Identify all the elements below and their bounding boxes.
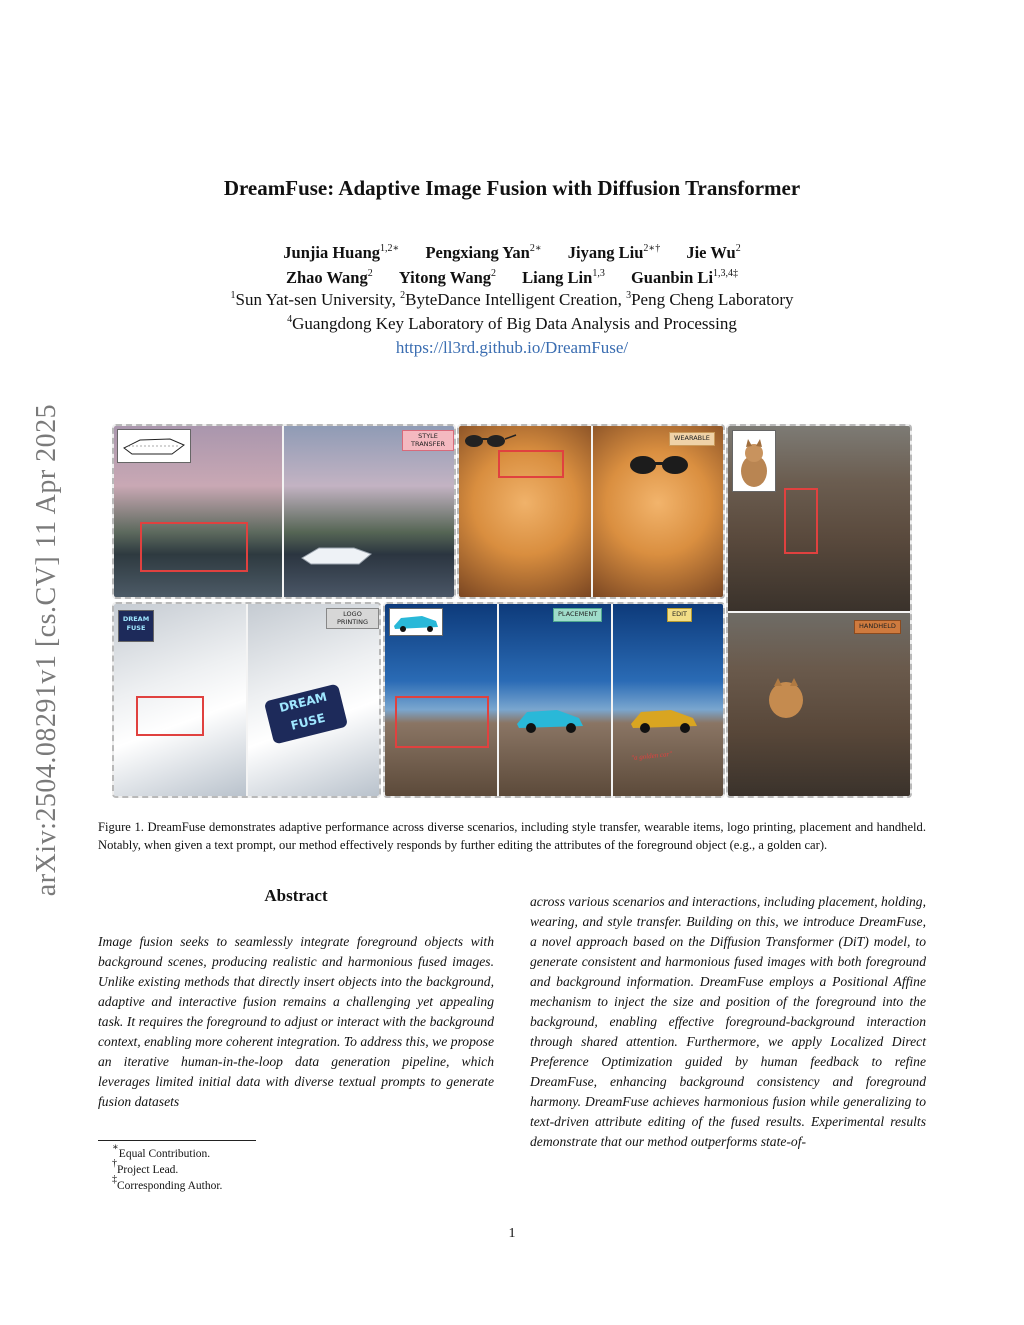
arxiv-id: arXiv:2504.08291v1 [cs.CV] 11 Apr 2025 <box>31 403 62 897</box>
page-number: 1 <box>508 1226 516 1241</box>
blue-car-shape <box>513 702 587 734</box>
author: Jiyang Liu$^{2∗\dagger}$ <box>567 243 661 262</box>
placement-box <box>784 488 818 554</box>
affiliation-line-2: $^4$Guangdong Key Laboratory of Big Data Analysis and Processing <box>287 314 737 333</box>
tag-style-transfer: STYLE TRANSFER <box>402 430 454 451</box>
project-url-link[interactable]: https://ll3rd.github.io/DreamFuse/ <box>395 338 629 357</box>
author-line-2 <box>0 265 1024 290</box>
held-cat-shape <box>766 676 806 720</box>
author: Liang Lin$^{1,3}$ <box>522 268 605 287</box>
footnote: †Project Lead. <box>112 1158 179 1176</box>
figure-caption: Figure 1. DreamFuse demonstrates adaptive performance across diverse scenarios, including style transfer, wearable items, logo printing, placement and handheld. Notably, when given a text prompt, our method effectively responds by further editing the attributes of the foreground object (e.g., a golden car). <box>98 820 926 852</box>
lake-boat-output-image <box>284 426 454 597</box>
woman-holding-cat-output-image <box>728 613 910 796</box>
tag-logo-printing: LOGO PRINTING <box>326 608 379 629</box>
author-line-1 <box>0 240 1024 265</box>
tag-edit: EDIT <box>667 608 692 622</box>
arxiv-sidebar-stamp <box>22 350 72 950</box>
logo-reference: DREAM FUSE <box>118 610 154 642</box>
abstract-heading: Abstract <box>264 886 328 905</box>
affiliation-line-1: $^1$Sun Yat-sen University, $^2$ByteDance Intelligent Creation, $^3$Peng Cheng Laboratory <box>230 290 794 309</box>
panel-wearable <box>457 424 725 599</box>
affiliations <box>0 288 1024 360</box>
author-list <box>0 240 1024 290</box>
cat-reference <box>732 430 776 492</box>
car-reference <box>389 608 443 636</box>
cat-sunglasses-output-image <box>593 426 723 597</box>
speedboat-shape <box>299 538 374 568</box>
author: Jie Wu$^2$ <box>686 243 741 262</box>
printed-logo: DREAM FUSE <box>264 683 348 744</box>
placement-box <box>498 450 564 478</box>
golden-car-output-image <box>613 604 723 796</box>
placement-box <box>140 522 248 572</box>
abstract-left-column: Image fusion seeks to seamlessly integrate foreground objects with background scenes, producing realistic and harmonious fused images. Unlike existing methods that directly insert objects into the background, adaptive and interactive fusion remains a challenging yet appealing task. It requires the foreground to adjust or interact with the background context, enabling more coherent integration. To address this, we propose an iterative human-in-the-loop data generation pipeline, which leverages limited initial data with diverse textual prompts to generate fusion datasets <box>98 934 494 1109</box>
blue-car-output-image <box>499 604 611 796</box>
author: Pengxiang Yan$^{2∗}$ <box>425 243 542 262</box>
author: Junjia Huang$^{1,2∗}$ <box>283 243 400 262</box>
edit-prompt-label: "a golden car" <box>630 749 673 763</box>
author: Yitong Wang$^2$ <box>398 268 497 287</box>
tag-wearable: WEARABLE <box>669 432 715 446</box>
paper-title: DreamFuse: Adaptive Image Fusion with Diffusion Transformer <box>223 176 801 200</box>
figure-1 <box>112 424 912 798</box>
placement-box <box>136 696 204 736</box>
abstract-right-column: across various scenarios and interactions, including placement, holding, wearing, and style transfer. Building on this, we introduce DreamFuse, a novel approach based on the Diffusion Transformer (DiT) model, to generate consistent and harmonious fused images with both foreground and background information. DreamFuse employs a Positional Affine mechanism to inject the size and position of the foreground into the background, enabling effective foreground-background interaction through shared attention. Furthermore, we apply Localized Direct Preference Optimization guided by human feedback to refine DreamFuse, enhancing background consistency and foreground harmony. DreamFuse achieves harmonious fusion while generalizing to text-driven attribute editing of the fused results. Experimental results demonstrate that our method outperforms state-of- <box>530 894 926 1149</box>
sunglasses-shape <box>627 454 691 476</box>
panel-handheld <box>726 424 912 798</box>
panel-placement-edit <box>383 602 725 798</box>
tag-placement: PLACEMENT <box>553 608 602 622</box>
footnote: ∗Equal Contribution. <box>112 1142 211 1160</box>
placement-box <box>395 696 489 748</box>
tag-handheld: HANDHELD <box>854 620 901 634</box>
golden-car-shape <box>627 702 701 734</box>
panel-style-transfer <box>112 424 456 599</box>
boat-sketch-reference <box>117 429 191 463</box>
panel-logo-printing <box>112 602 381 798</box>
author: Guanbin $Li^{1,3,4\ddagger}$ <box>630 268 739 287</box>
author: Zhao Wang$^2$ <box>285 268 373 287</box>
footnote: ‡Corresponding Author. <box>112 1174 223 1192</box>
footnote-rule <box>98 1140 256 1141</box>
